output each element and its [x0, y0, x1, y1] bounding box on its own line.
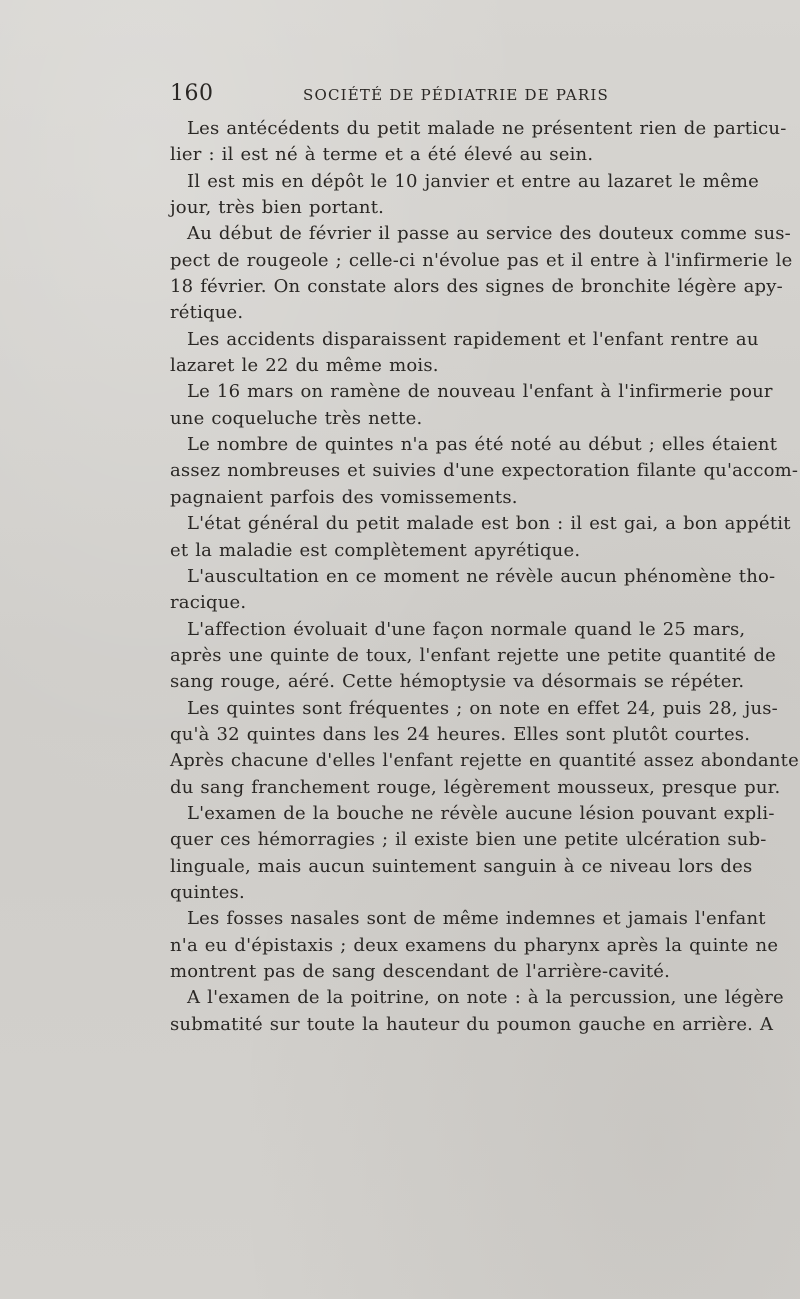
text-line: jour, très bien portant.	[170, 197, 385, 219]
text-line: A l'examen de la poitrine, on note : à la percussion, une légère	[187, 987, 784, 1009]
text-line: Il est mis en dépôt le 10 janvier et entre au lazaret le même	[187, 170, 760, 192]
running-title: SOCIÉTÉ DE PÉDIATRIE DE PARIS	[303, 86, 609, 104]
text-line: n'a eu d'épistaxis ; deux examens du pharynx après la quinte ne	[170, 934, 779, 956]
text-line: du sang franchement rouge, légèrement mousseux, presque pur.	[170, 776, 781, 798]
text-line: L'examen de la bouche ne révèle aucune lésion pouvant expli-	[187, 802, 775, 824]
text-line: assez nombreuses et suivies d'une expectoration filante qu'accom-	[170, 460, 799, 482]
text-line: Le 16 mars on ramène de nouveau l'enfant à l'infirmerie pour	[187, 381, 773, 403]
text-line: L'état général du petit malade est bon : il est gai, a bon appétit	[187, 513, 791, 535]
text-line: une coqueluche très nette.	[170, 407, 423, 429]
text-line: racique.	[170, 592, 247, 614]
text-line: linguale, mais aucun suintement sanguin à ce niveau lors des	[170, 855, 753, 877]
text-line: L'auscultation en ce moment ne révèle aucun phénomène tho-	[187, 565, 776, 587]
body-text	[170, 116, 799, 1038]
text-line: qu'à 32 quintes dans les 24 heures. Elles sont plutôt courtes.	[170, 723, 751, 745]
text-line: rétique.	[170, 302, 244, 324]
text-line: L'affection évoluait d'une façon normale quand le 25 mars,	[187, 618, 746, 640]
text-line: montrent pas de sang descendant de l'arrière-cavité.	[170, 961, 671, 982]
text-line: pagnaient parfois des vomissements.	[170, 486, 518, 508]
text-line: Les accidents disparaissent rapidement et l'enfant rentre au	[187, 328, 759, 350]
text-line: après une quinte de toux, l'enfant rejette une petite quantité de	[170, 644, 777, 666]
text-line: quintes.	[170, 881, 245, 903]
text-line: sang rouge, aéré. Cette hémoptysie va désormais se répéter.	[170, 671, 745, 693]
text-line: pect de rougeole ; celle-ci n'évolue pas et il entre à l'infirmerie le	[170, 249, 793, 271]
text-line: Au début de février il passe au service des douteux comme sus-	[187, 223, 791, 245]
text-line: lier : il est né à terme et a été élevé au sein.	[170, 144, 594, 166]
text-line: Après chacune d'elles l'enfant rejette en quantité assez abondante	[170, 750, 799, 772]
page-number: 160	[170, 81, 214, 106]
text-line: Le nombre de quintes n'a pas été noté au début ; elles étaient	[187, 434, 778, 456]
page-header	[170, 80, 732, 108]
text-line: Les fosses nasales sont de même indemnes et jamais l'enfant	[187, 908, 766, 930]
text-line: Les quintes sont fréquentes ; on note en effet 24, puis 28, jus-	[187, 697, 778, 719]
text-line: 18 février. On constate alors des signes de bronchite légère apy-	[170, 276, 783, 298]
text-line: quer ces hémorragies ; il existe bien une petite ulcération sub-	[170, 829, 767, 851]
text-line: submatité sur toute la hauteur du poumon gauche en arrière. A	[170, 1013, 774, 1035]
text-line: et la maladie est complètement apyrétique.	[170, 539, 581, 561]
text-line: Les antécédents du petit malade ne présentent rien de particu-	[187, 118, 787, 139]
text-line: lazaret le 22 du même mois.	[170, 355, 439, 377]
